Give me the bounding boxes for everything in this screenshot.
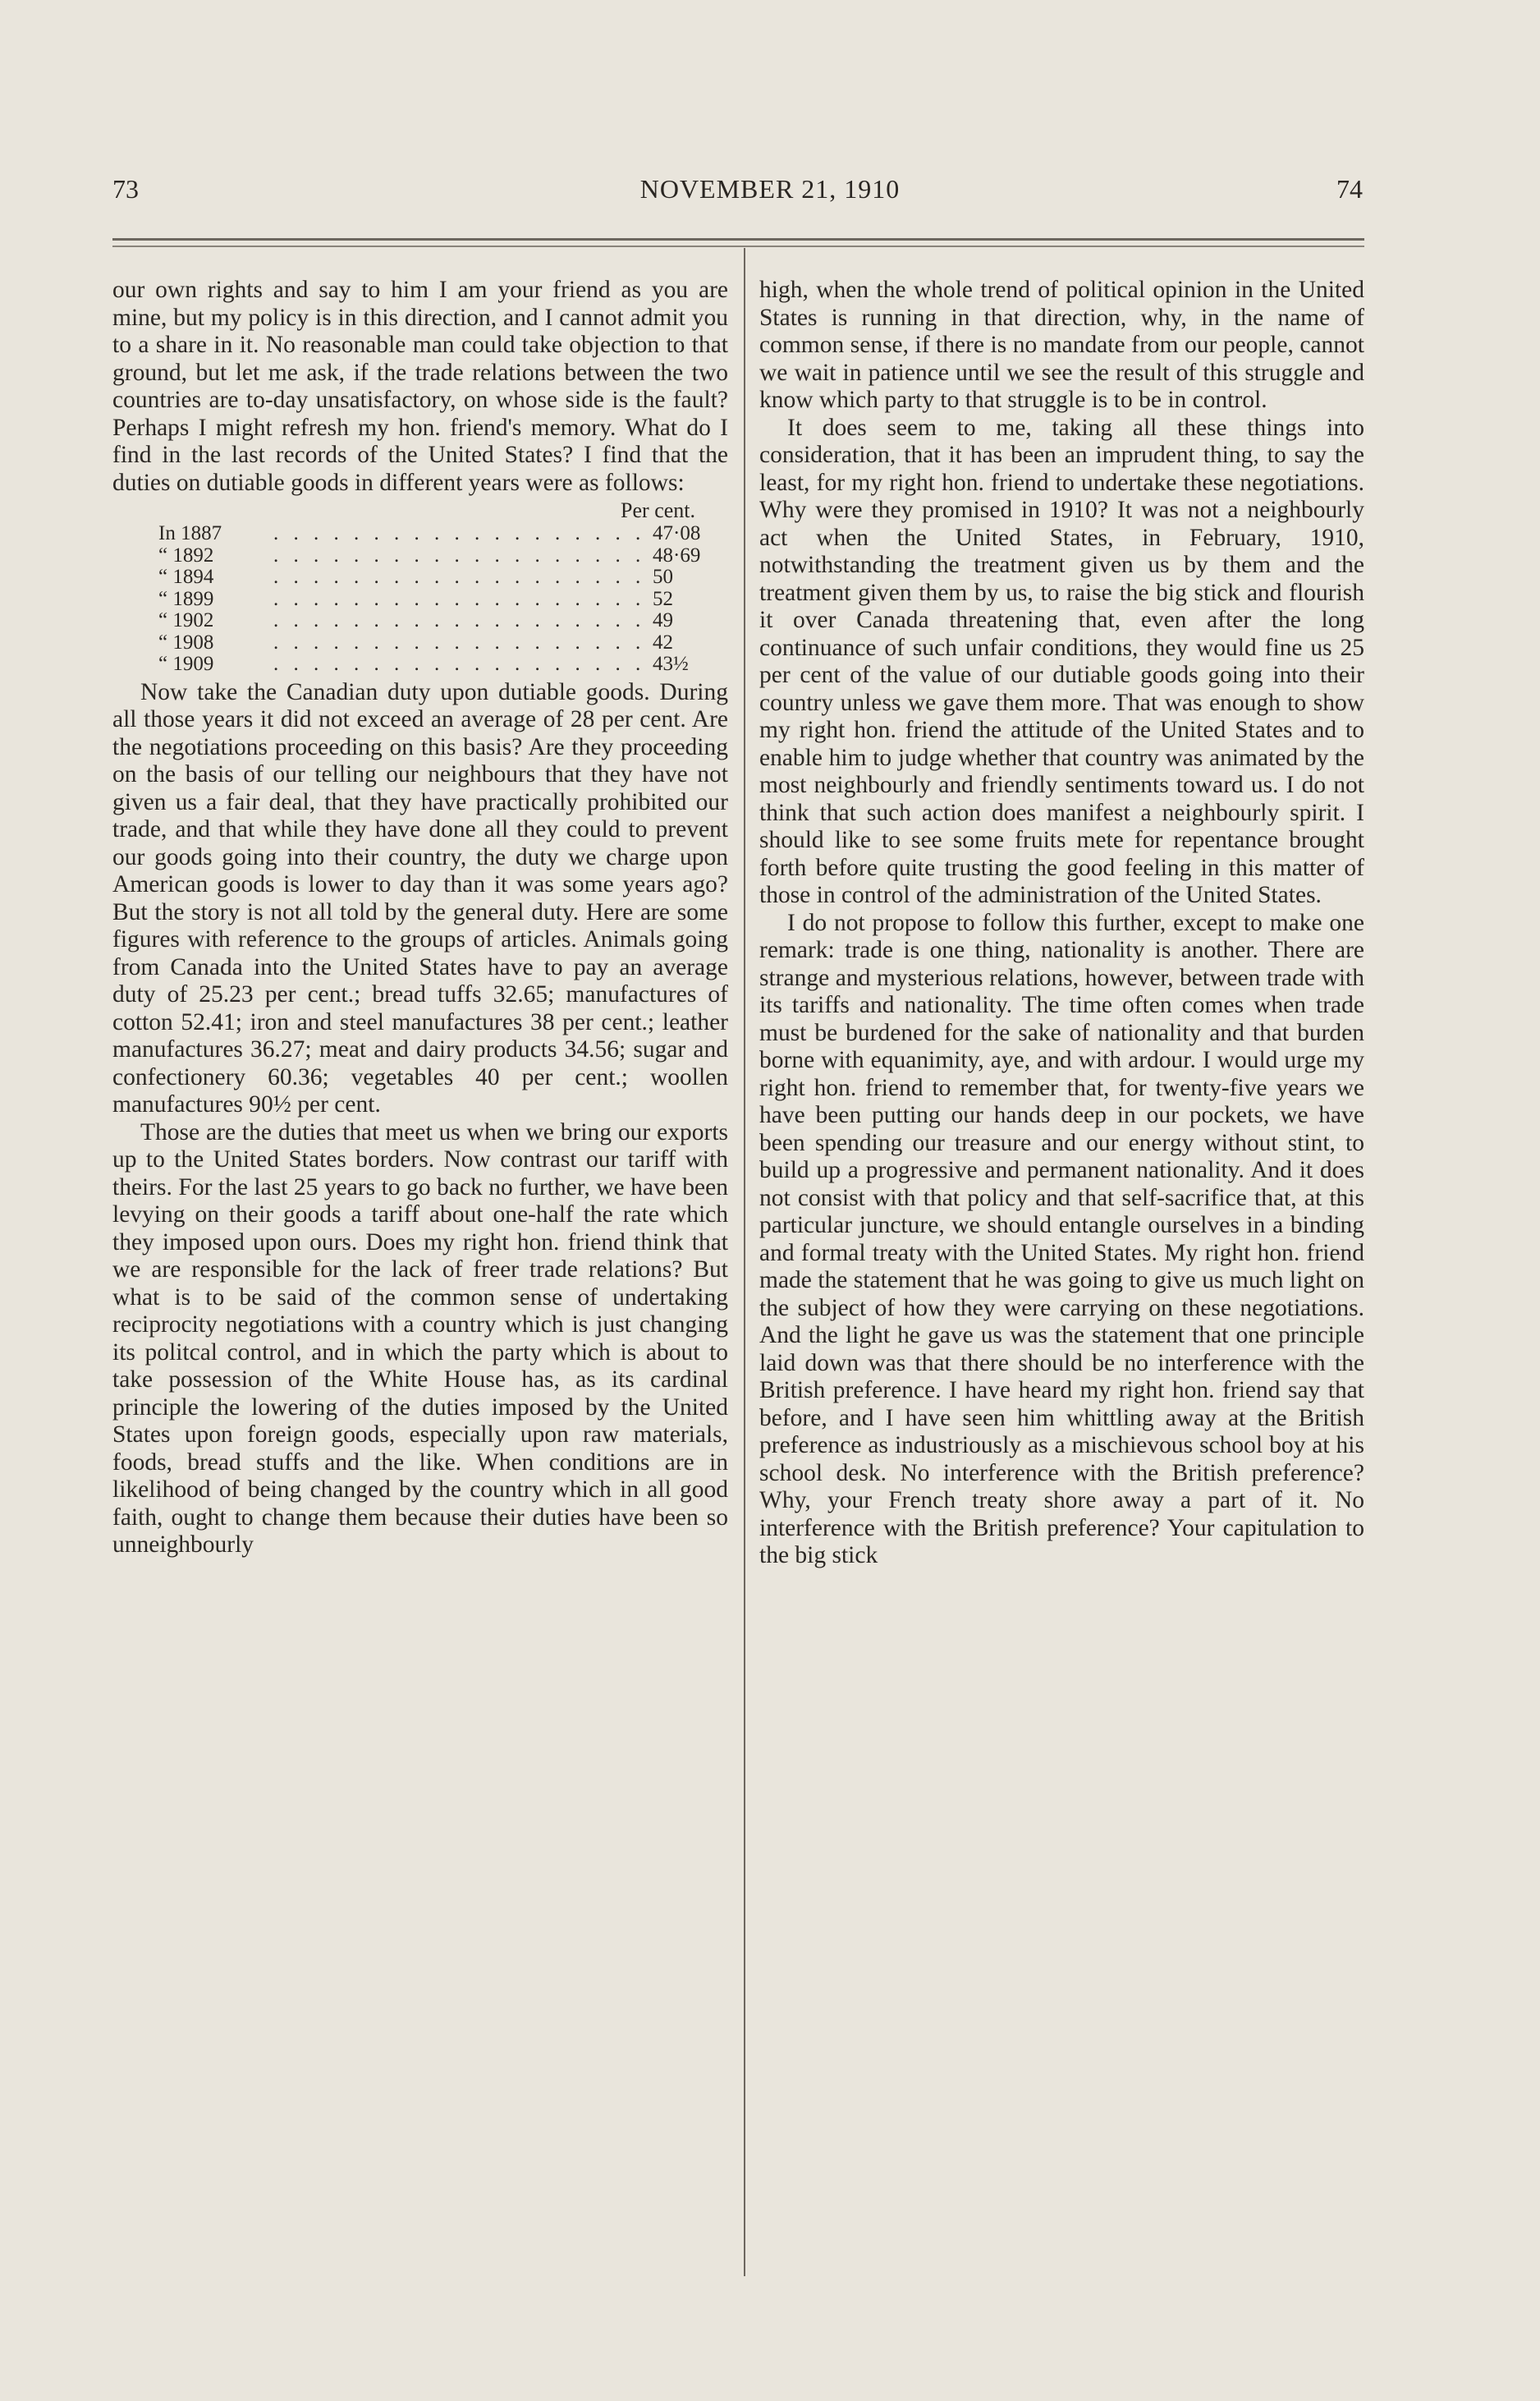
duty-table-row [112, 545, 728, 567]
duty-year: “ 1899 [158, 587, 214, 610]
duty-year: In 1887 [158, 522, 222, 544]
left-column [112, 277, 728, 1559]
duty-table-row [112, 523, 728, 545]
paragraph: Those are the duties that meet us when we bring our exports up to the United States borders. Now contrast our tariff with theirs. For the last 25 years to go back no further, we have been levying on their goods a tariff about one-half the rate which they imposed upon ours. Does my right hon. friend think that we are responsible for the lack of freer trade relations? But what is to be said of the common sense of undertaking reciprocity negotiations with a country which is just changing its politcal control, and in which the party which is about to take possession of the White House has, as its cardinal principle the lowering of the duties imposed by the United States upon foreign goods, especially upon raw materials, foods, bread stuffs and the like. When conditions are in likelihood of being changed by the country which in all good faith, ought to change them because their duties have been so unneighbourly [112, 1118, 728, 1558]
duty-table-header: Per cent. [621, 498, 695, 522]
duty-value: 49 [653, 609, 673, 631]
paragraph: high, when the whole trend of political opinion in the United States is running in that direction, why, in the name of common sense, if there is no mandate from our people, cannot we wait in patience until we see the result of this struggle and know which party to that struggle is to be in control. [759, 277, 1364, 413]
leader-dots: . . . . . . . . . . . . . . . . . . . [273, 588, 646, 610]
duty-table-row [112, 589, 728, 611]
right-column [759, 277, 1364, 1570]
header-rule-secondary [112, 246, 1364, 247]
duty-value: 52 [653, 587, 673, 610]
leader-dots: . . . . . . . . . . . . . . . . . . . [273, 523, 646, 544]
duty-table-row [112, 632, 728, 654]
page-number-left: 73 [112, 174, 139, 204]
leader-dots: . . . . . . . . . . . . . . . . . . . [273, 610, 646, 631]
duty-year: “ 1902 [158, 609, 214, 631]
page-date-title: NOVEMBER 21, 1910 [639, 174, 901, 204]
page-header [0, 0, 1540, 238]
duty-value: 47·08 [653, 522, 701, 544]
duty-year: “ 1909 [158, 653, 214, 675]
paragraph: It does seem to me, taking all these things into consideration, that it has been an imprudent thing, to say the least, for my right hon. friend to undertake these negotiations. Why were they promised in 1910? It was not a neighbourly act when the United States, in February, 1910, notwithstanding the treatment given us by them and the treatment given them by us, to raise the big stick and flourish it over Canada threatening that, even after the long continuance of such unfair conditions, they would fine us 25 per cent of the value of our dutiable goods going into their country unless we gave them more. That was enough to show my right hon. friend the attitude of the United States and to enable him to judge whether that country was animated by the most neighbourly and friendly sentiments toward us. I do not think that such action does manifest a neighbourly spirit. I should like to see some fruits mete for repentance brought forth before quite trusting the good feeling in this matter of those in control of the administration of the United States. [759, 414, 1364, 908]
duty-year: “ 1908 [158, 631, 214, 654]
leader-dots: . . . . . . . . . . . . . . . . . . . [273, 654, 646, 675]
duty-value: 43½ [653, 653, 689, 675]
duty-value: 50 [653, 566, 673, 588]
header-rule [112, 238, 1364, 241]
duty-table-row [112, 610, 728, 632]
page-number-right: 74 [1336, 174, 1363, 204]
duty-year: “ 1892 [158, 544, 214, 567]
duty-value: 42 [653, 631, 673, 654]
leader-dots: . . . . . . . . . . . . . . . . . . . [273, 567, 646, 588]
leader-dots: . . . . . . . . . . . . . . . . . . . [273, 544, 646, 567]
duty-value: 48·69 [653, 544, 701, 567]
duty-table-row [112, 654, 728, 676]
leader-dots: . . . . . . . . . . . . . . . . . . . [273, 631, 646, 654]
paragraph: I do not propose to follow this further, except to make one remark: trade is one thing, nationality is another. There are strange and mysterious relations, however, between trade with its tariffs and nationality. The time often comes when trade must be burdened for the sake of nationality and that burden borne with equanimity, aye, and with ardour. I would urge my right hon. friend to remember that, for twenty-five years we have been putting our hands deep in our pockets, we have been spending our treasure and our energy without stint, to build up a progressive and permanent nationality. And it does not consist with that policy and that self-sacrifice that, at this particular juncture, we should entangle ourselves in a binding and formal treaty with the United States. My right hon. friend made the statement that he was going to give us much light on the subject of how they were carrying on these negotiations. And the light he gave us was the statement that one principle laid down was that there should be no interference with the British preference. I have heard my right hon. friend say that before, and I have seen him whittling away at the British preference as industriously as a mischievous school boy at his school desk. No interference with the British preference? Why, your French treaty shore away a part of it. No interference with the British preference? Your capitulation to the big stick [759, 909, 1364, 1568]
duty-year: “ 1894 [158, 566, 214, 588]
column-divider [744, 248, 745, 2276]
paragraph: our own rights and say to him I am your friend as you are mine, but my policy is in this direction, and I cannot admit you to a share in it. No reasonable man could take objection to that ground, but let me ask, if the trade relations between the two countries are to-day unsatisfactory, on whose side is the fault? Perhaps I might refresh my hon. friend's memory. What do I find in the last records of the United States? I find that the duties on dutiable goods in different years were as follows: [112, 277, 728, 496]
paragraph: Now take the Canadian duty upon dutiable goods. During all those years it did not exceed an average of 28 per cent. Are the negotiations proceeding on this basis? Are they proceeding on the basis of our telling our neighbours that they have not given us a fair deal, that they have practically prohibited our trade, and that while they have done all they could to prevent our goods going into their country, the duty we charge upon American goods is lower to day than it was some years ago? But the story is not all told by the general duty. Here are some figures with reference to the groups of articles. Animals going from Canada into the United States have to pay an average duty of 25.23 per cent.; bread tuffs 32.65; manufactures of cotton 52.41; iron and steel manufactures 38 per cent.; leather manufactures 36.27; meat and dairy products 34.56; sugar and confectionery 60.36; vegetables 40 per cent.; woollen manufactures 90½ per cent. [112, 678, 728, 1118]
duty-table [112, 498, 728, 676]
duty-table-row [112, 567, 728, 589]
